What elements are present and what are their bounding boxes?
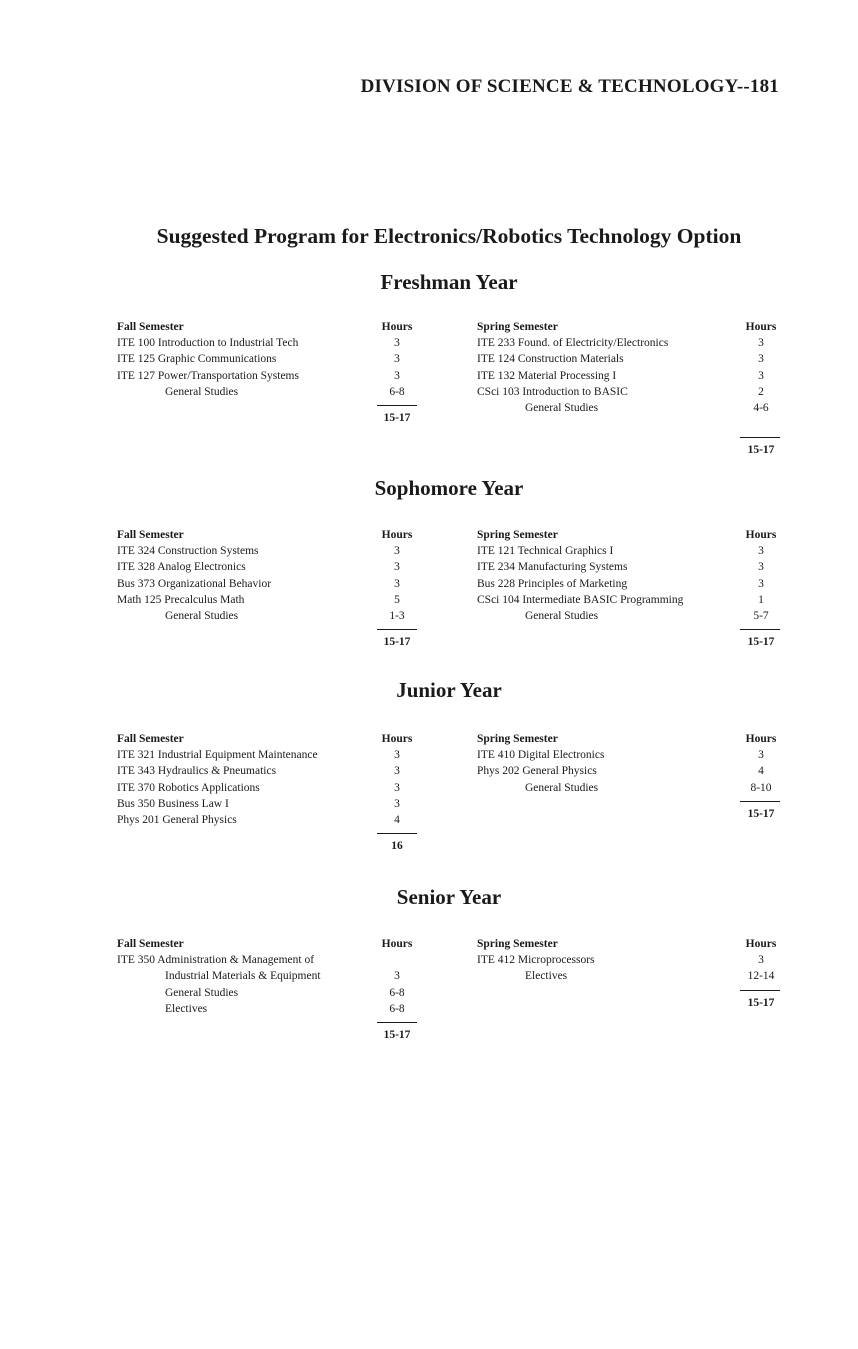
- course-row: [117, 384, 422, 400]
- course-row: [117, 592, 422, 608]
- hours-heading: Hours: [745, 733, 777, 745]
- program-title: Suggested Program for Electronics/Robotics Technology Option: [156, 224, 742, 248]
- course-hours: 3: [394, 337, 400, 350]
- year-title-senior: Senior Year: [396, 885, 502, 909]
- course-name: Bus 373 Organizational Behavior: [117, 577, 272, 590]
- total-rule: [740, 629, 780, 630]
- course-hours: 3: [394, 369, 400, 382]
- total-rule: [740, 801, 780, 802]
- course-hours: 3: [758, 369, 764, 382]
- running-head: DIVISION OF SCIENCE & TECHNOLOGY--181: [360, 76, 779, 97]
- course-row: [477, 384, 786, 400]
- total-hours: 15-17: [747, 444, 775, 457]
- course-row: [477, 543, 786, 559]
- course-row: [477, 576, 786, 592]
- course-hours: 3: [758, 545, 764, 558]
- hours-heading: Hours: [381, 321, 413, 333]
- semester-heading: Fall Semester: [117, 321, 184, 333]
- course-name: ITE 121 Technical Graphics I: [477, 545, 614, 558]
- freshman-spring-semester: [477, 319, 786, 461]
- semester-heading-row: [117, 936, 422, 952]
- hours-heading: Hours: [381, 529, 413, 541]
- course-hours: 3: [394, 765, 400, 778]
- total-hours: 15-17: [747, 636, 775, 649]
- course-name: Phys 201 General Physics: [117, 813, 237, 826]
- course-row: [117, 335, 422, 351]
- total-hours: 15-17: [747, 807, 775, 820]
- course-row: [477, 763, 786, 779]
- semester-heading-row: [117, 319, 422, 335]
- course-hours: 3: [758, 337, 764, 350]
- semester-heading: Spring Semester: [477, 733, 558, 745]
- course-row: [117, 796, 422, 812]
- course-row: [477, 968, 786, 984]
- course-name: ITE 321 Industrial Equipment Maintenance: [117, 749, 318, 762]
- semester-heading-row: [477, 936, 786, 952]
- course-name: Bus 228 Principles of Marketing: [477, 577, 628, 590]
- semester-heading: Fall Semester: [117, 938, 184, 950]
- total-hours: 15-17: [747, 996, 775, 1009]
- semester-heading-row: [117, 527, 422, 543]
- course-name: General Studies: [165, 385, 239, 398]
- course-name: General Studies: [525, 781, 599, 794]
- course-row: [477, 368, 786, 384]
- sophomore-fall-semester: [117, 527, 422, 653]
- course-name: ITE 132 Material Processing I: [477, 369, 617, 382]
- total-hours: 15-17: [383, 636, 411, 649]
- semester-heading: Spring Semester: [477, 938, 558, 950]
- course-row: [117, 968, 422, 984]
- course-row: [117, 780, 422, 796]
- course-name: Industrial Materials & Equipment: [165, 970, 321, 983]
- junior-fall-semester: [117, 731, 422, 857]
- course-name: ITE 127 Power/Transportation Systems: [117, 369, 299, 382]
- course-name: ITE 233 Found. of Electricity/Electronics: [477, 337, 669, 350]
- course-row: [117, 763, 422, 779]
- course-row: [477, 592, 786, 608]
- year-title-freshman: Freshman Year: [380, 270, 518, 294]
- course-hours: 2: [758, 385, 764, 398]
- course-hours: 3: [394, 561, 400, 574]
- hours-heading: Hours: [381, 733, 413, 745]
- course-hours: 4-6: [753, 401, 769, 414]
- hours-heading: Hours: [745, 321, 777, 333]
- course-hours: 3: [394, 545, 400, 558]
- semester-heading: Spring Semester: [477, 529, 558, 541]
- total-rule: [740, 990, 780, 991]
- course-hours: 3: [394, 749, 400, 762]
- course-hours: 1-3: [389, 609, 405, 622]
- course-name: General Studies: [165, 986, 239, 999]
- semester-heading: Spring Semester: [477, 321, 558, 333]
- course-hours: 3: [394, 781, 400, 794]
- course-hours: 8-10: [750, 781, 772, 794]
- total-hours: 15-17: [383, 412, 411, 424]
- course-hours: 3: [394, 577, 400, 590]
- freshman-fall-semester: [117, 319, 422, 429]
- semester-heading-row: [117, 731, 422, 747]
- course-row: [117, 985, 422, 1001]
- course-row: [117, 351, 422, 367]
- course-name: ITE 124 Construction Materials: [477, 353, 624, 366]
- course-name: ITE 350 Administration & Management of: [117, 954, 315, 967]
- total-rule: [377, 1022, 417, 1023]
- course-name: ITE 234 Manufacturing Systems: [477, 561, 628, 574]
- course-row: [117, 559, 422, 575]
- total-rule: [377, 405, 417, 406]
- hours-heading: Hours: [745, 938, 777, 950]
- course-row: [477, 952, 786, 968]
- course-hours: 3: [758, 577, 764, 590]
- course-row: [477, 780, 786, 796]
- course-row: [477, 559, 786, 575]
- course-name: Math 125 Precalculus Math: [117, 593, 245, 606]
- course-name: ITE 410 Digital Electronics: [477, 749, 605, 762]
- course-name: ITE 324 Construction Systems: [117, 545, 259, 558]
- course-hours: 3: [394, 353, 400, 366]
- course-hours: 5: [394, 593, 400, 606]
- total-rule: [377, 833, 417, 834]
- sophomore-spring-semester: [477, 527, 786, 653]
- year-title-sophomore: Sophomore Year: [374, 476, 524, 500]
- hours-heading: Hours: [381, 938, 413, 950]
- total-rule: [740, 437, 780, 438]
- course-name: ITE 370 Robotics Applications: [117, 781, 260, 794]
- course-row: [117, 747, 422, 763]
- total-hours: 15-17: [383, 1029, 411, 1041]
- semester-heading: Fall Semester: [117, 733, 184, 745]
- course-row: [117, 1001, 422, 1017]
- semester-heading-row: [477, 527, 786, 543]
- course-row: [117, 543, 422, 559]
- course-hours: 6-8: [389, 1002, 405, 1015]
- course-row: [117, 608, 422, 624]
- course-row: [477, 335, 786, 351]
- course-hours: 3: [758, 353, 764, 366]
- total-hours: 16: [391, 840, 403, 853]
- semester-heading-row: [477, 319, 786, 335]
- senior-fall-semester: [117, 936, 422, 1046]
- course-hours: 6-8: [389, 986, 405, 999]
- total-rule: [377, 629, 417, 630]
- course-name: Bus 350 Business Law I: [117, 797, 229, 810]
- course-name: General Studies: [165, 609, 239, 622]
- senior-spring-semester: [477, 936, 786, 1014]
- course-hours: 4: [394, 813, 400, 826]
- junior-spring-semester: [477, 731, 786, 825]
- course-name: General Studies: [525, 609, 599, 622]
- course-hours: 3: [394, 797, 400, 810]
- course-name: CSci 103 Introduction to BASIC: [477, 385, 628, 398]
- year-title-junior: Junior Year: [396, 678, 502, 702]
- semester-heading: Fall Semester: [117, 529, 184, 541]
- course-name: ITE 125 Graphic Communications: [117, 353, 277, 366]
- semester-heading-row: [477, 731, 786, 747]
- course-name: ITE 412 Microprocessors: [477, 954, 595, 967]
- course-name: Phys 202 General Physics: [477, 765, 597, 778]
- course-hours: 3: [758, 954, 764, 967]
- course-row: [477, 351, 786, 367]
- course-name: Electives: [165, 1002, 208, 1015]
- course-name: Electives: [525, 970, 568, 983]
- course-hours: 1: [758, 593, 764, 606]
- course-row: [117, 952, 422, 968]
- course-name: ITE 328 Analog Electronics: [117, 561, 246, 574]
- hours-heading: Hours: [745, 529, 777, 541]
- course-row: [117, 812, 422, 828]
- course-row: [117, 368, 422, 384]
- course-name: CSci 104 Intermediate BASIC Programming: [477, 593, 684, 606]
- course-name: General Studies: [525, 401, 599, 414]
- course-hours: 3: [758, 749, 764, 762]
- course-row: [117, 576, 422, 592]
- course-hours: 3: [394, 970, 400, 983]
- course-name: ITE 343 Hydraulics & Pneumatics: [117, 765, 277, 778]
- course-hours: 3: [758, 561, 764, 574]
- course-name: ITE 100 Introduction to Industrial Tech: [117, 337, 299, 350]
- course-row: [477, 747, 786, 763]
- course-row: [477, 608, 786, 624]
- course-row: [477, 400, 786, 416]
- course-hours: 12-14: [747, 970, 775, 983]
- course-hours: 6-8: [389, 385, 405, 398]
- course-hours: 5-7: [753, 609, 769, 622]
- course-hours: 4: [758, 765, 764, 778]
